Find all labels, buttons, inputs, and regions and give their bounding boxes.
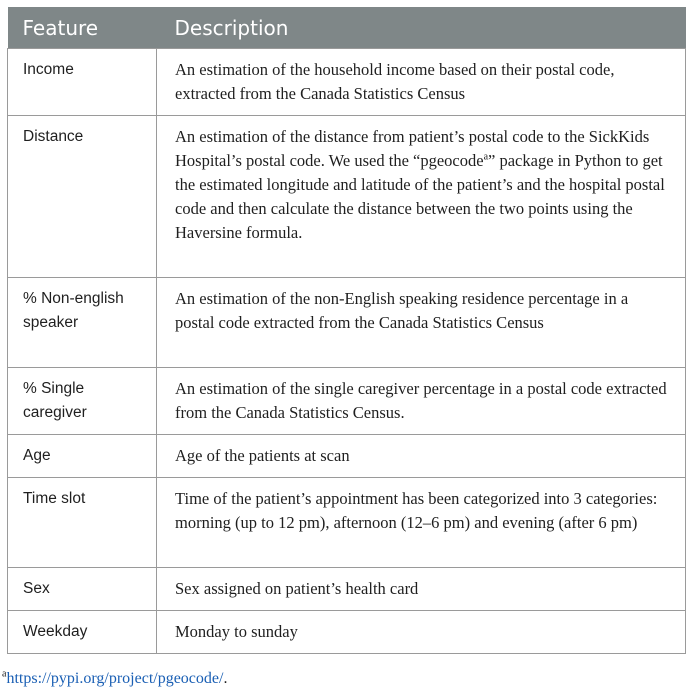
table-row	[8, 116, 686, 278]
description-cell	[157, 116, 686, 278]
footnote-marker: a	[483, 151, 489, 163]
description-cell: Age of the patients at scan	[157, 435, 686, 478]
description-cell: Time of the patient’s appointment has been categorized into 3 categories: morning (up to 12 pm), afternoon (12–6 pm) and evening (after 6 pm)	[157, 478, 686, 568]
description-cell: Sex assigned on patient’s health card	[157, 568, 686, 611]
features-table	[7, 7, 686, 654]
table-row	[8, 478, 686, 568]
description-cell: An estimation of the non-English speaking residence percentage in a postal code extracted from the Canada Statistics Census	[157, 278, 686, 368]
feature-cell: % Non-english speaker	[8, 278, 157, 368]
table-row	[8, 435, 686, 478]
footnote-marker-label: a	[2, 668, 7, 680]
footnote-trailing: .	[223, 670, 228, 687]
feature-cell: Income	[8, 49, 157, 116]
table-row	[8, 49, 686, 116]
features-table-container	[7, 7, 685, 654]
header-feature: Feature	[8, 7, 157, 49]
feature-cell: Sex	[8, 568, 157, 611]
feature-cell: Time slot	[8, 478, 157, 568]
description-cell: An estimation of the single caregiver percentage in a postal code extracted from the Canada Statistics Census.	[157, 368, 686, 435]
feature-cell: Weekday	[8, 611, 157, 654]
feature-cell: Age	[8, 435, 157, 478]
table-header-row	[8, 7, 686, 49]
description-text-after: ” package in Python to get the estimated longitude and latitude of the patient’s and the hospital postal code and then calculate the distance between the two points using the Haversine formula.	[175, 151, 665, 242]
description-cell: An estimation of the household income based on their postal code, extracted from the Canada Statistics Census	[157, 49, 686, 116]
table-row	[8, 368, 686, 435]
footnote	[2, 670, 227, 688]
footnote-link[interactable]: https://pypi.org/project/pgeocode/	[6, 670, 224, 687]
description-cell: Monday to sunday	[157, 611, 686, 654]
feature-cell: Distance	[8, 116, 157, 278]
description-text-before: An estimation of the distance from patient’s postal code to the SickKids Hospital’s postal code. We used the “pgeocode	[175, 127, 650, 170]
header-description: Description	[157, 7, 686, 49]
table-row	[8, 568, 686, 611]
table-row	[8, 611, 686, 654]
feature-cell: % Single caregiver	[8, 368, 157, 435]
table-row	[8, 278, 686, 368]
